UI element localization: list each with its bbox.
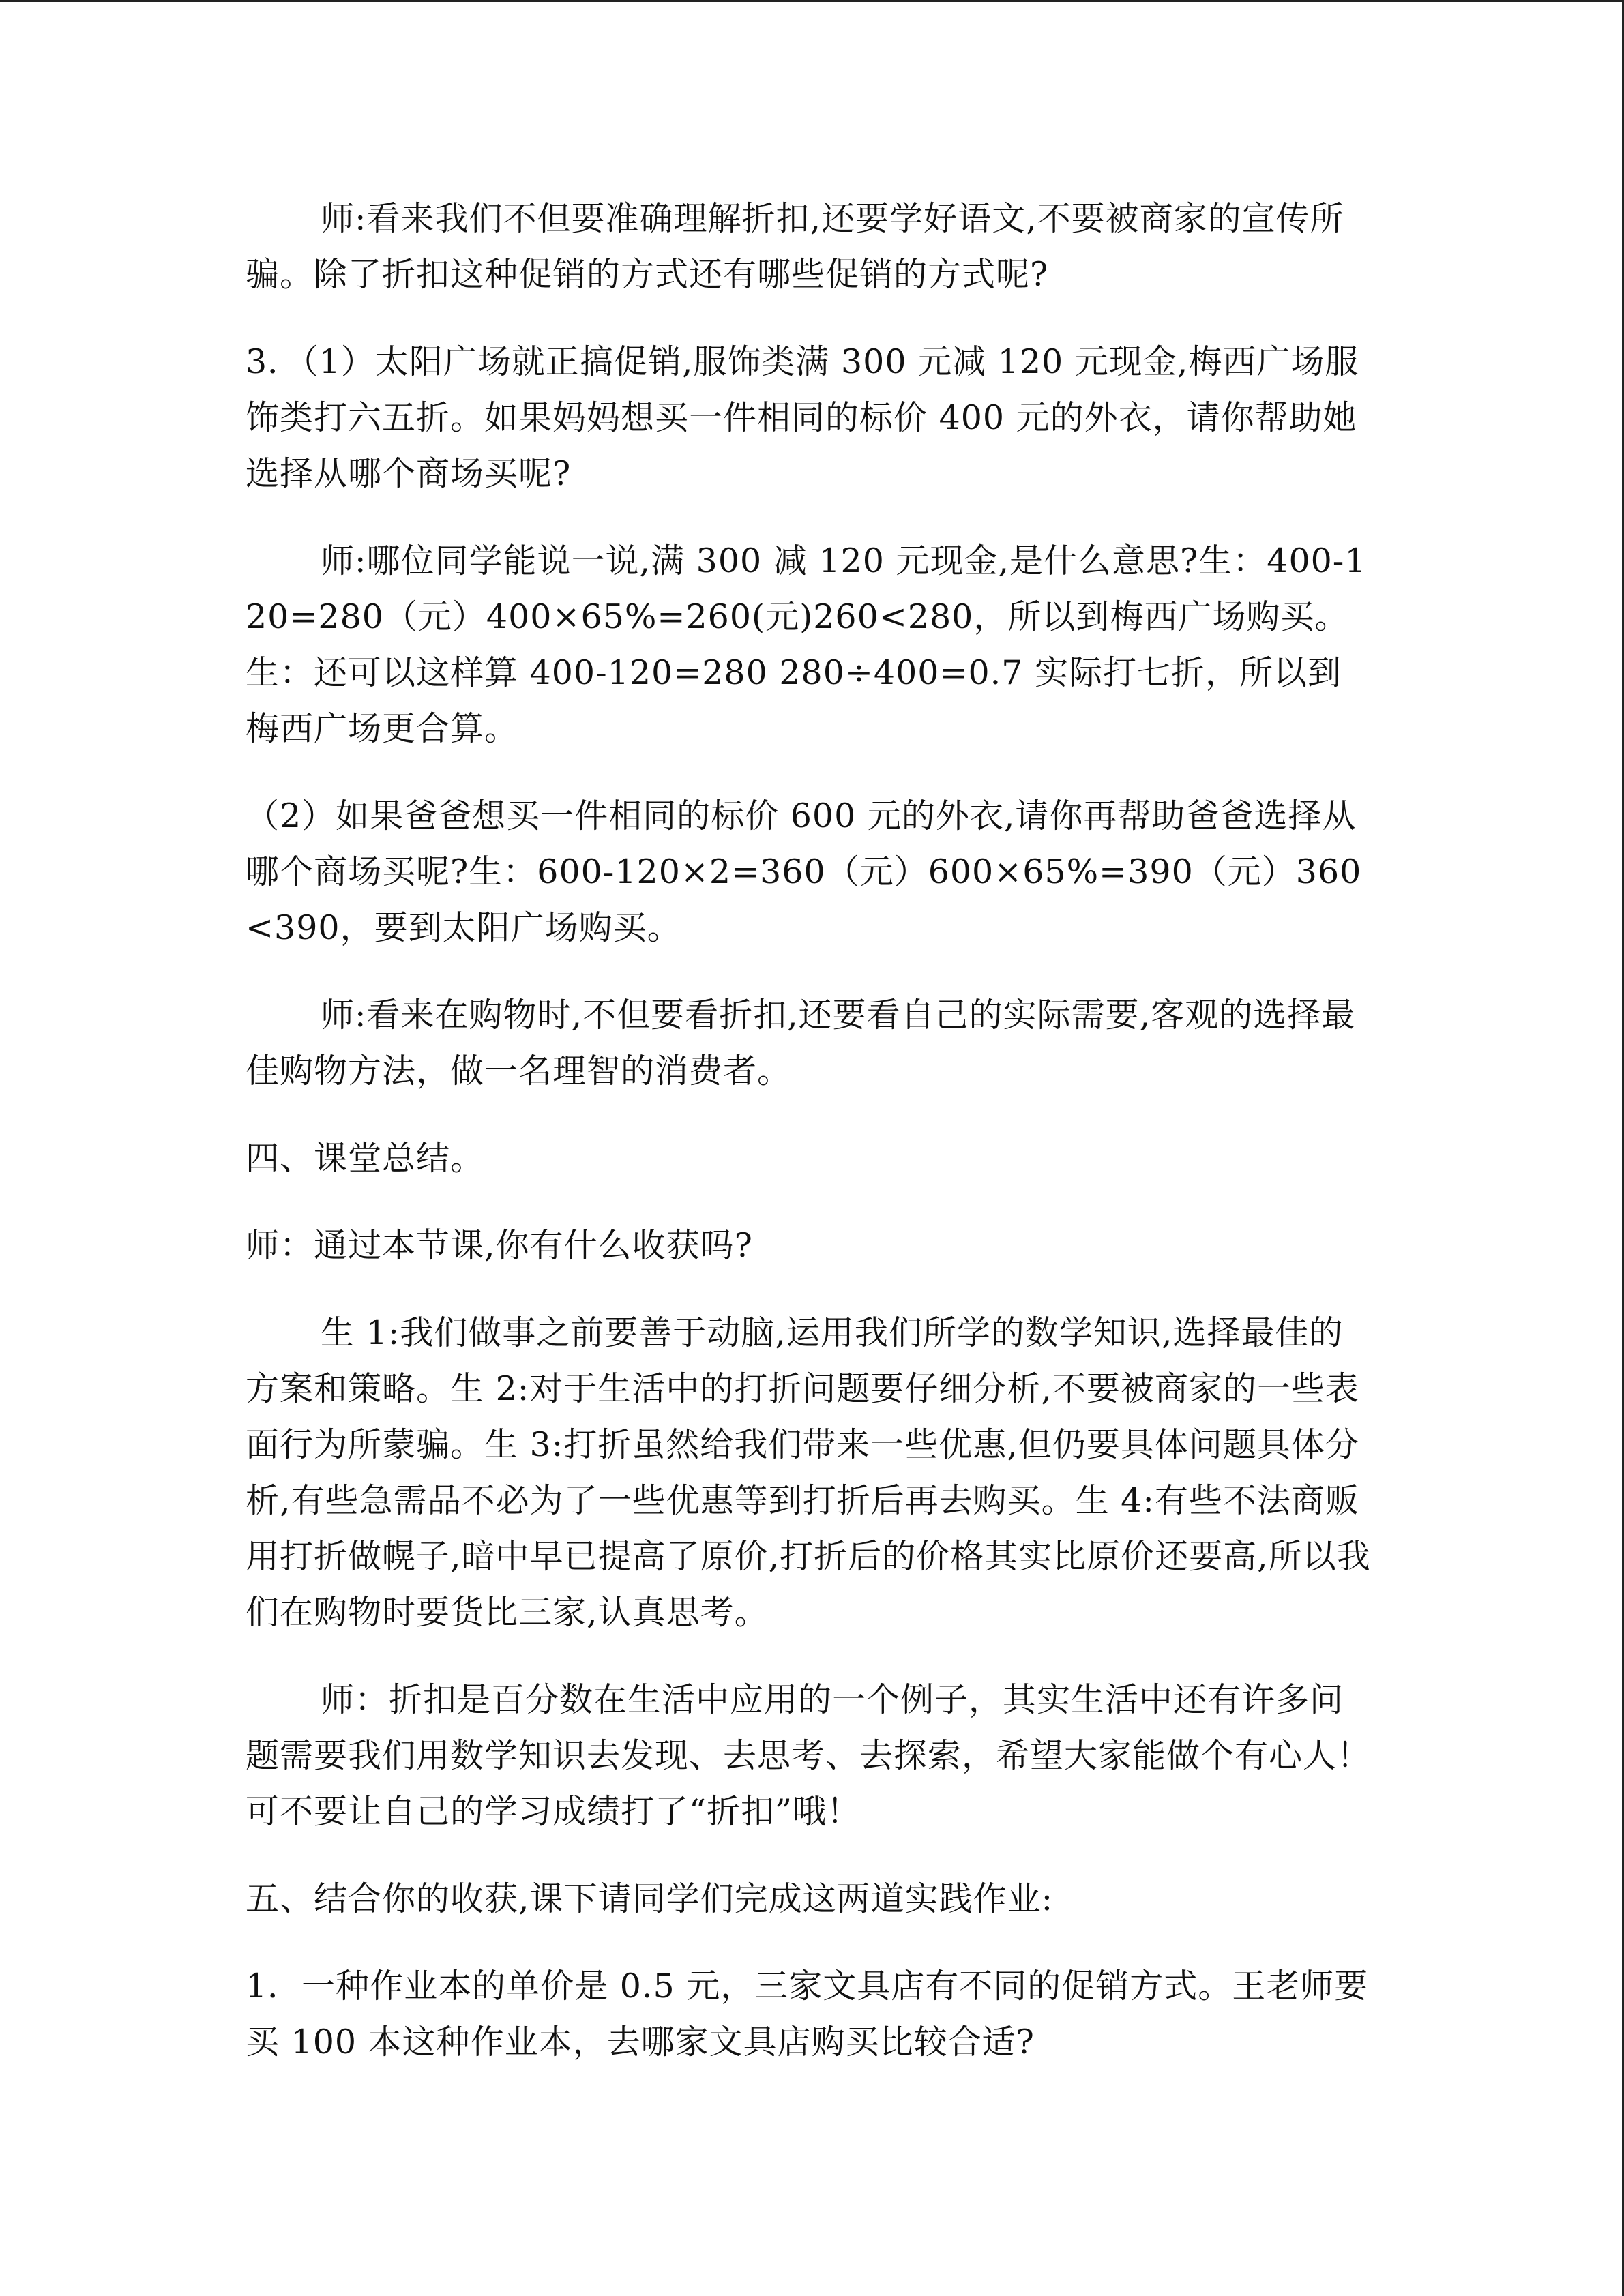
paragraph-teacher-conclusion: 师：折扣是百分数在生活中应用的一个例子，其实生活中还有许多问题需要我们用数学知识去发现、去思考、去探索，希望大家能做个有心人！可不要让自己的学习成绩打了“折扣”哦！: [246, 1680, 1372, 1831]
page-top-border: [0, 0, 1624, 2]
section-heading-summary: 四、课堂总结。: [246, 1139, 485, 1178]
paragraph-teacher-remark-1: 师:看来我们不但要准确理解折扣,还要学好语文,不要被商家的宣传所骗。除了折扣这种促销的方式还有哪些促销的方式呢?: [246, 199, 1344, 294]
paragraph-homework-1: 1．一种作业本的单价是 0.5 元，三家文具店有不同的促销方式。王老师要买 100 本这种作业本，去哪家文具店购买比较合适?: [246, 1967, 1369, 2061]
paragraph-teacher-question: 师：通过本节课,你有什么收获吗?: [246, 1226, 753, 1265]
paragraph-student-answers: 生 1:我们做事之前要善于动脑,运用我们所学的数学知识,选择最佳的方案和策略。生 2:对于生活中的打折问题要仔细分析,不要被商家的一些表面行为所蒙骗。生 3:打折虽然给我们带来一些优惠,但仍要具体问题具体分析,有些急需品不必为了一些优惠等到打折后再去购买。生 4:有些不法商贩用打折做幌子,暗中早已提高了原价,打折后的价格其实比原价还要高,所以我们在购物时要货比三家,认真思考。: [246, 1313, 1371, 1632]
paragraph-teacher-remark-2: 师:看来在购物时,不但要看折扣,还要看自己的实际需要,客观的选择最佳购物方法，做一名理智的消费者。: [246, 996, 1356, 1090]
paragraph-problem-3-part-2: （2）如果爸爸想买一件相同的标价 600 元的外衣,请你再帮助爸爸选择从哪个商场买呢?生：600-120×2=360（元）600×65%=390（元）360<390，要到太阳广场购买。: [246, 796, 1362, 947]
paragraph-solution-part-1: 师:哪位同学能说一说,满 300 减 120 元现金,是什么意思?生：400-120=280（元）400×65%=260(元)260<280，所以到梅西广场购买。生：还可以这样算 400-120=280 280÷400=0.7 实际打七折，所以到梅西广场更合算。: [246, 541, 1367, 748]
document-body: [246, 191, 1371, 2102]
section-heading-homework: 五、结合你的收获,课下请同学们完成这两道实践作业:: [246, 1879, 1054, 1918]
paragraph-problem-3-part-1: 3．（1）太阳广场就正搞促销,服饰类满 300 元减 120 元现金,梅西广场服饰类打六五折。如果妈妈想买一件相同的标价 400 元的外衣，请你帮助她选择从哪个商场买呢?: [246, 342, 1359, 493]
